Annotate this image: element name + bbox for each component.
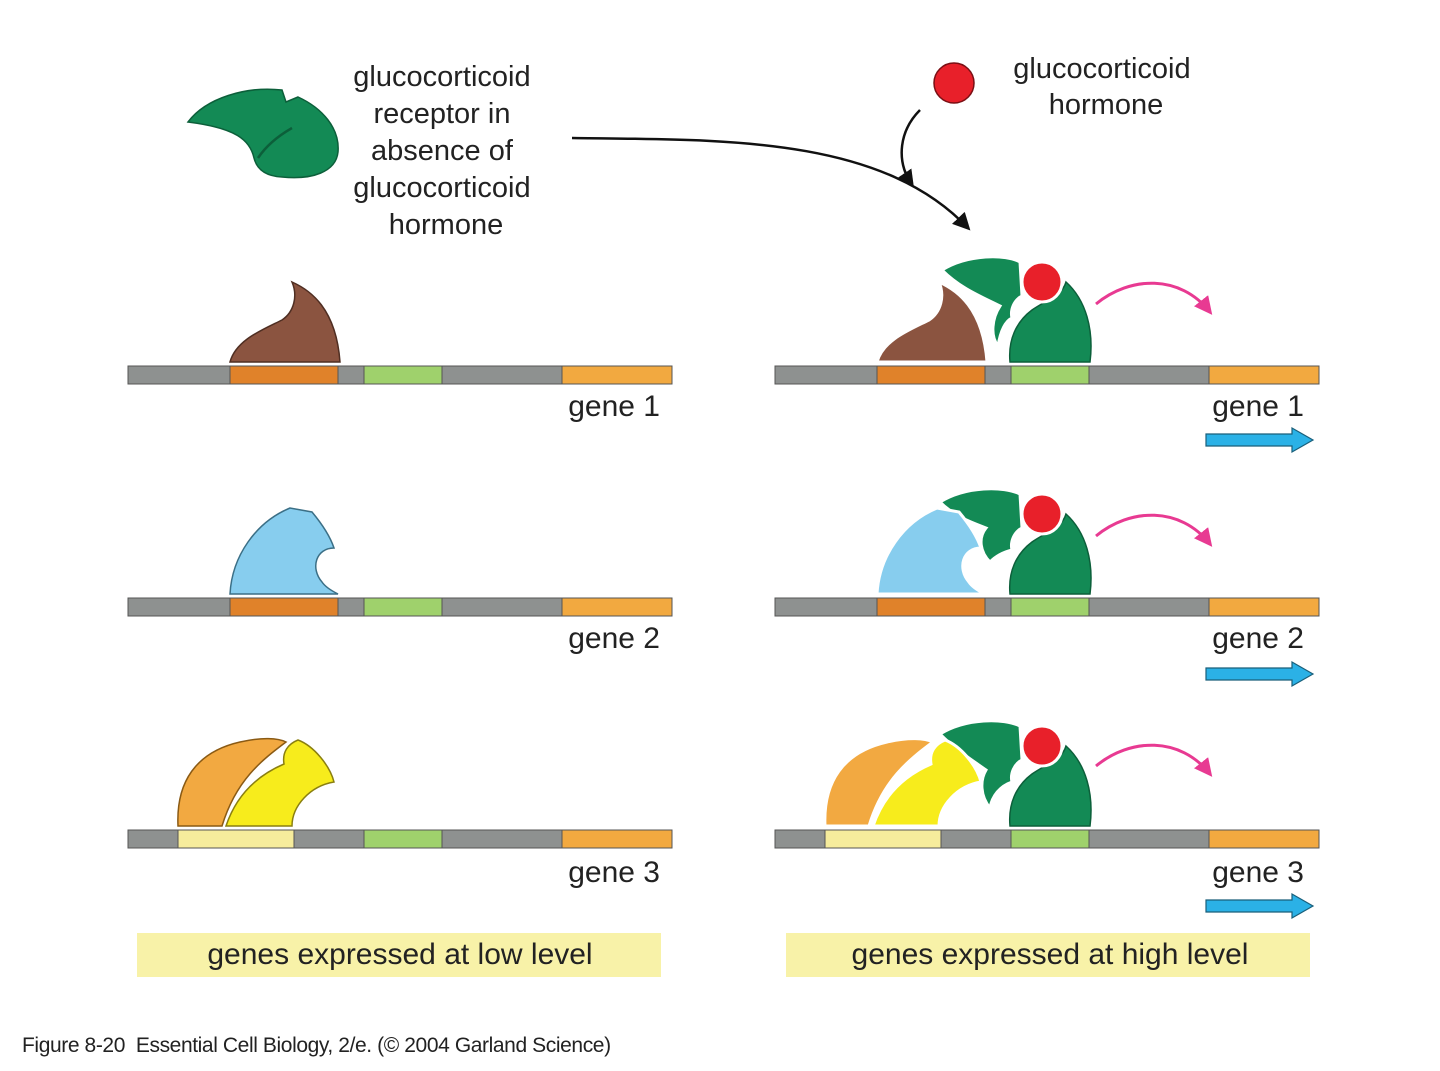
low-level-banner-text: genes expressed at low level [207,938,593,971]
left-gene-3-row [128,739,672,848]
receptor-to-complex-arrow [572,138,968,228]
bound-hormone-icon [1022,262,1062,302]
right-gene-1-label: gene 1 [1212,390,1304,423]
gene-regulatory-protein-brown-right [877,282,987,362]
transcription-arrow-1 [1096,283,1210,312]
transcription-arrow-2 [1096,515,1210,544]
bound-hormone-icon [1022,494,1062,534]
hormone-label: glucocorticoid hormone [1013,53,1191,121]
expression-arrow-1 [1206,428,1313,452]
right-gene-2-row [775,489,1319,686]
right-gene-2-label: gene 2 [1212,622,1304,655]
left-gene-2-row [128,508,672,616]
hormone-to-complex-arrow [902,110,920,185]
high-level-banner-text: genes expressed at high level [851,938,1249,971]
right-gene-3-label: gene 3 [1212,856,1304,889]
gene-regulatory-protein-blue [230,508,338,594]
figure-caption: Figure 8-20 Essential Cell Biology, 2/e. (© 2004 Garland Science) [22,1034,611,1057]
left-gene-3-label: gene 3 [568,856,660,889]
expression-arrow-3 [1206,894,1313,918]
left-gene-1-label: gene 1 [568,390,660,423]
gene-regulatory-protein-brown [230,282,340,362]
transcription-arrow-3 [1096,745,1210,774]
expression-arrow-2 [1206,662,1313,686]
free-glucocorticoid-receptor [188,89,338,177]
left-gene-1-row [128,282,672,384]
left-gene-2-label: gene 2 [568,622,660,655]
bound-hormone-icon [1022,726,1062,766]
receptor-absent-label: glucocorticoid receptor in absence of glucocorticoid hormone [353,61,531,241]
glucocorticoid-hormone-icon [934,63,974,103]
